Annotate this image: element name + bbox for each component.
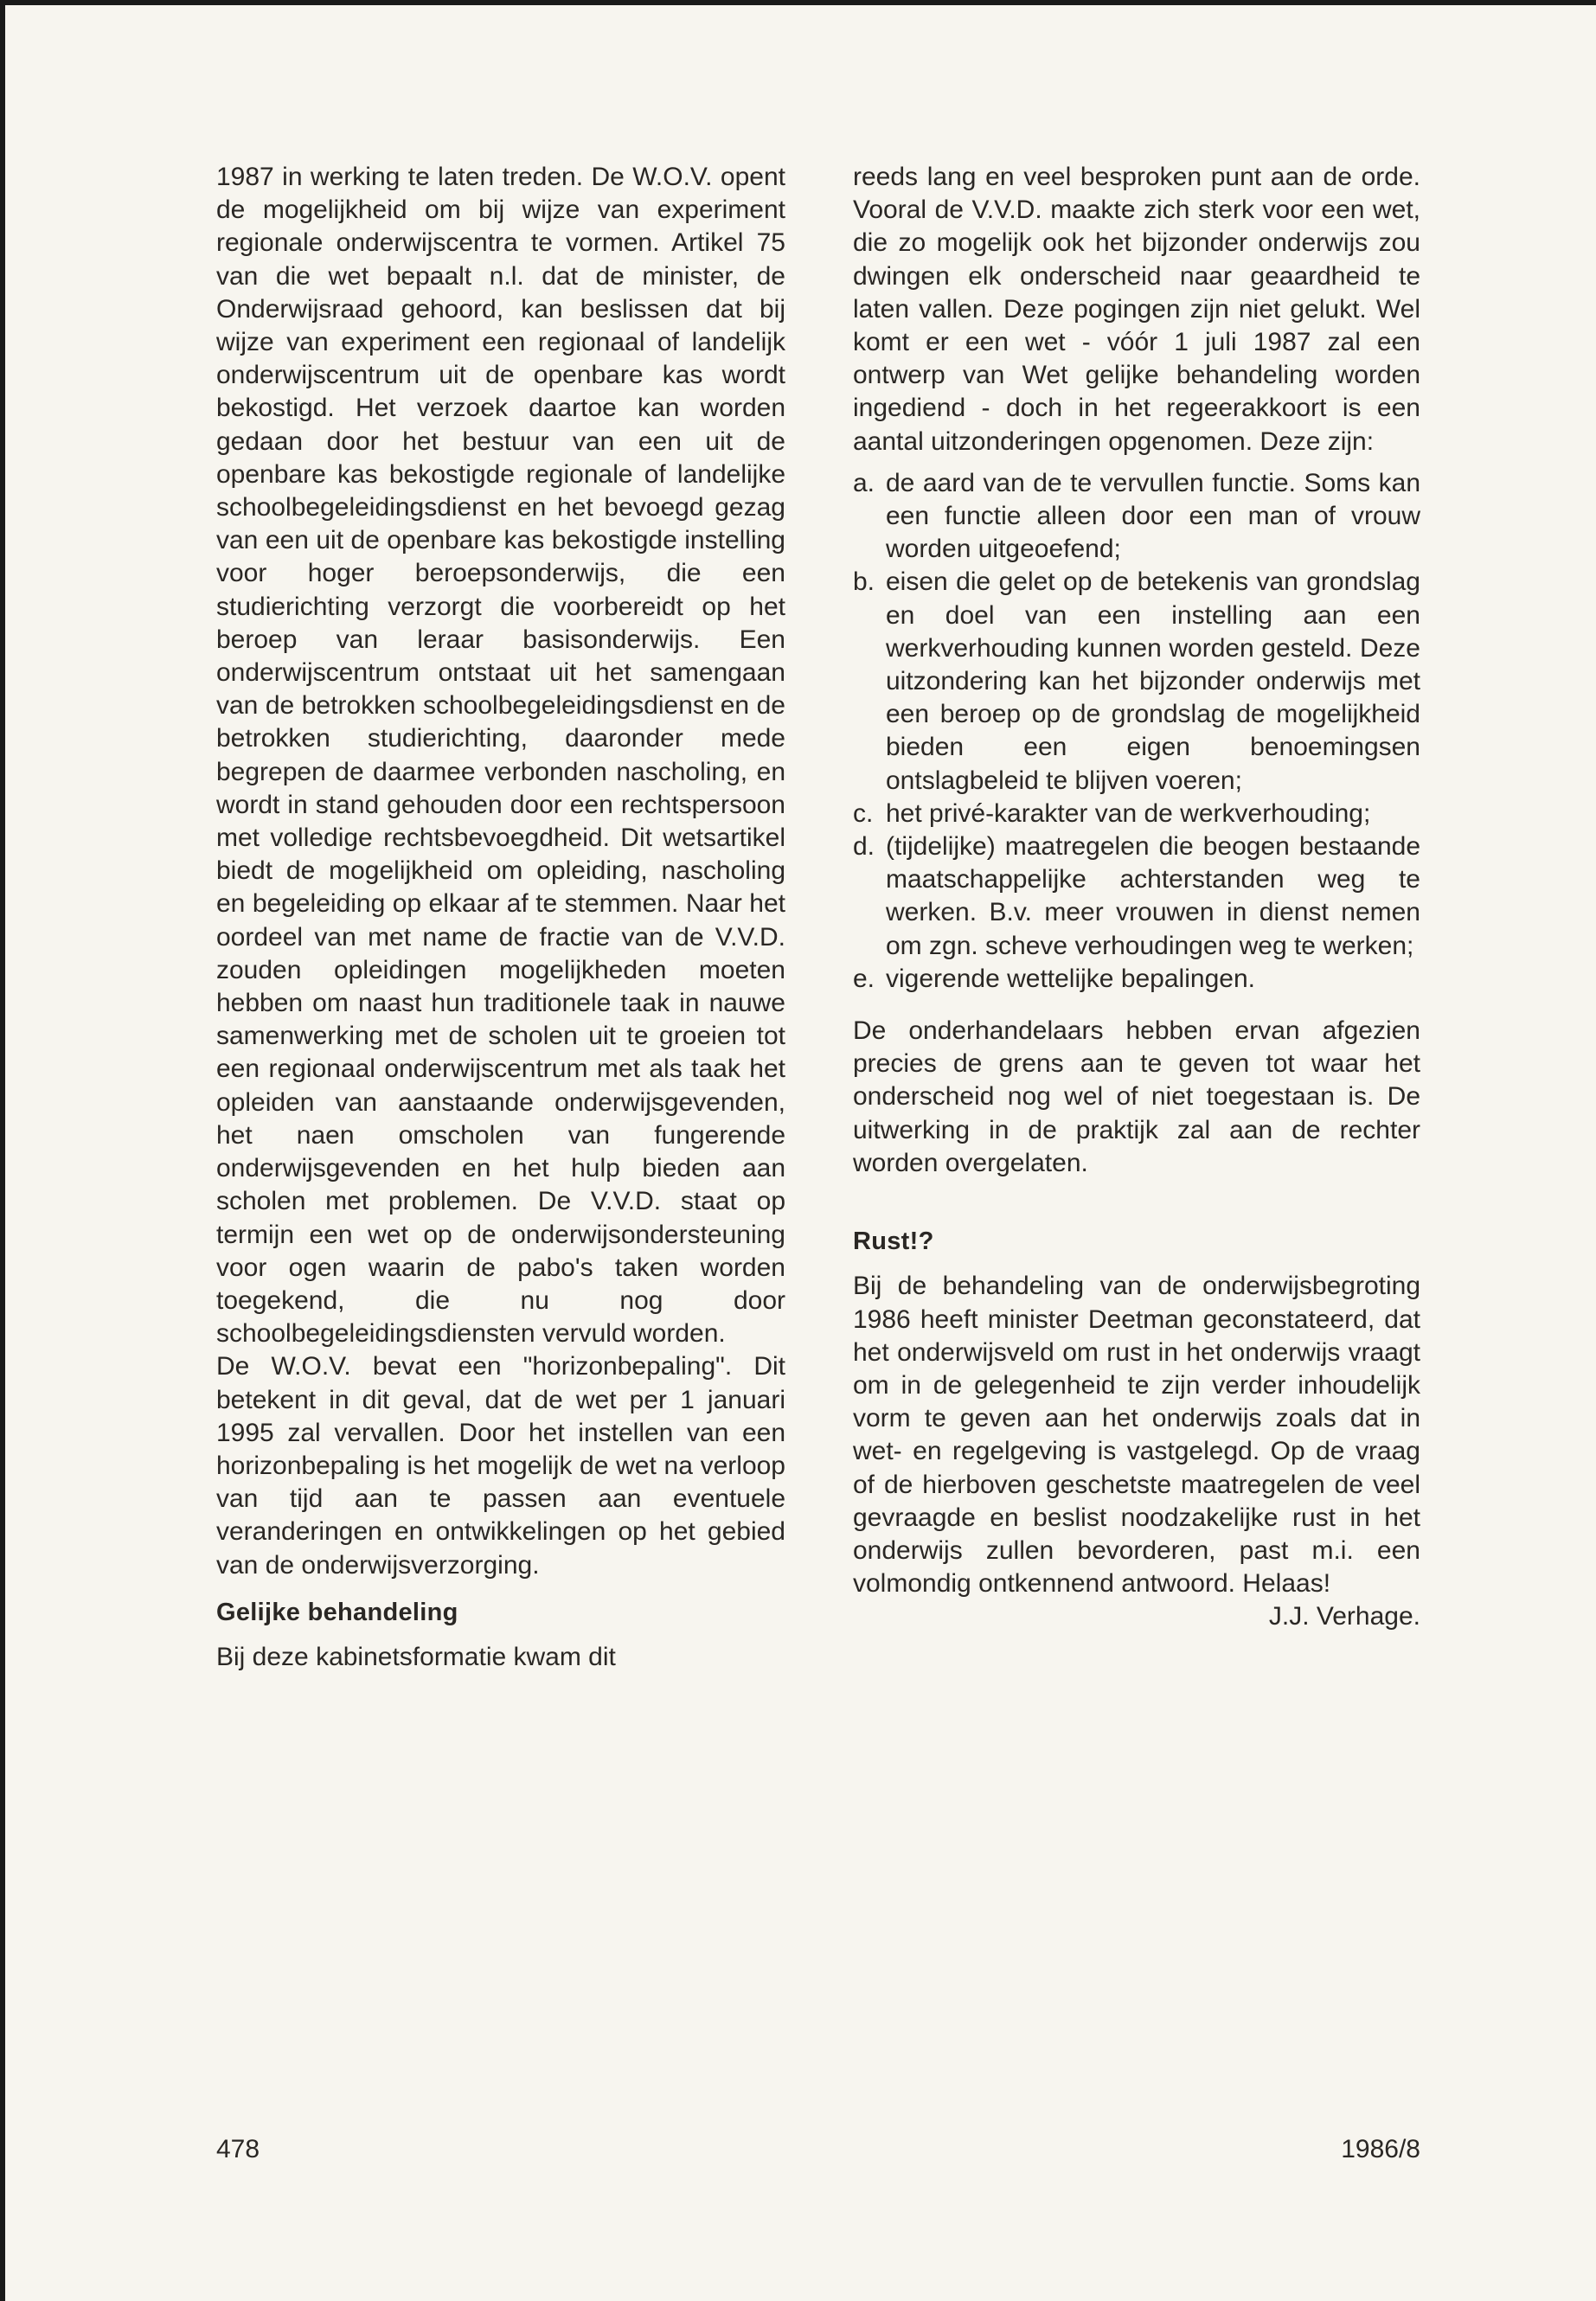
list-item-text: het privé-karakter van de werkverhouding; [886,798,1371,828]
list-item-text: vigerende wettelijke bepalingen. [886,964,1255,993]
list-item-text: de aard van de te vervullen functie. Soms kan een functie alleen door een man of vrouw worden uitgeoefend; [886,468,1420,564]
list-item [853,467,1420,567]
list-item [853,798,1420,830]
list-item-text: (tijdelijke) maatregelen die beogen bestaande maatschappelijke achterstanden weg te werken. B.v. meer vrouwen in dienst nemen om zgn. scheve verhoudingen weg te werken; [886,832,1420,960]
left-paragraph-2: De W.O.V. bevat een "horizonbepaling". Dit betekent in dit geval, dat de wet per 1 januari 1995 zal vervallen. Door het instellen van een horizonbepaling is het mogelijk de wet na verloop van tijd aan te passen aan eventuele veranderingen en ontwikkelingen op het gebied van de onderwijsverzorging. [216,1352,785,1580]
exceptions-list [853,467,1420,996]
list-marker: c. [853,798,874,828]
list-item [853,830,1420,963]
right-paragraph-3: Bij de behandeling van de onderwijsbegroting 1986 heeft minister Deetman geconstateerd, dat het onderwijsveld om rust in het onderwijs vraagt om in de gelegenheid te zijn verder inhoudelijk vorm te geven aan het onderwijs zoals dat in wet- en regelgeving is vastgelegd. Op de vraag of de hierboven geschetste maatregelen de veel gevraagde en beslist noodzakelijke rust in het onderwijs zullen bevorderen, past m.i. een volmondig ontkennend antwoord. Helaas! [853,1272,1420,1599]
section-heading-gelijke-behandeling: Gelijke behandeling [216,1598,458,1626]
left-paragraph-1: 1987 in werking te laten treden. De W.O.V. opent de mogelijkheid om bij wijze van experiment regionale onderwijscentra te vormen. Artikel 75 van die wet bepaalt n.l. dat de minister, de Onderwijsraad gehoord, kan beslissen dat bij wijze van experiment een regionaal of landelijk onderwijscentrum uit de openbare kas wordt bekostigd. Het verzoek daartoe kan worden gedaan door het bestuur van een uit de openbare kas bekostigde regionale of landelijke schoolbegeleidingsdienst en het bevoegd gezag van een uit de openbare kas bekostigde instelling voor hoger beroepsonderwijs, die een studierichting verzorgt die voorbereidt op het beroep van leraar basisonderwijs. Een onderwijscentrum ontstaat uit het samengaan van de betrokken schoolbegeleidingsdienst en de betrokken studierichting, daaronder mede begrepen de daarmee verbonden nascholing, en wordt in stand gehouden door een rechtspersoon met volledige rechtsbevoegdheid. Dit wetsartikel biedt de mogelijkheid om opleiding, nascholing en begeleiding op elkaar af te stemmen. Naar het oordeel van met name de fractie van de V.V.D. zouden opleidingen mogelijkheden moeten hebben om naast hun traditionele taak in nauwe samenwerking met de scholen uit te groeien tot een regionaal onderwijscentrum met als taak het opleiden van aanstaande onderwijsgevenden, het naen omscholen van fungerende onderwijsgevenden en het hulp bieden aan scholen met problemen. De V.V.D. staat op termijn een wet op de onderwijsondersteuning voor ogen waarin de pabo's taken worden toegekend, die nu nog door schoolbegeleidingsdiensten vervuld worden. [216,163,785,1349]
list-item-text: eisen die gelet op de betekenis van grondslag en doel van een instelling aan een werkverhouding kunnen worden gesteld. Deze uitzondering kan het bijzonder onderwijs met een beroep op de grondslag de mogelijkheid bieden een eigen benoemingsen ontslagbeleid te blijven voeren; [886,567,1420,795]
list-item [853,963,1420,996]
left-column [216,161,785,1674]
right-column [853,161,1420,1634]
page-number: 478 [216,2135,260,2163]
issue-number: 1986/8 [1341,2135,1420,2163]
document-page [5,5,1596,2301]
section-heading-rust: Rust!? [853,1227,934,1256]
list-marker: b. [853,567,875,597]
left-paragraph-3: Bij deze kabinetsformatie kwam dit [216,1642,616,1671]
list-item [853,566,1420,797]
list-marker: e. [853,964,875,993]
right-paragraph-2: De onderhandelaars hebben ervan afgezien precies de grens aan te geven tot waar het onderscheid nog wel of niet toegestaan is. De uitwerking in de praktijk zal aan de rechter worden overgelaten. [853,1016,1420,1177]
right-paragraph-1: reeds lang en veel besproken punt aan de orde. Vooral de V.V.D. maakte zich sterk voor een wet, die zo mogelijk ook het bijzonder onderwijs zou dwingen elk onderscheid naar geaardheid te laten vallen. Deze pogingen zijn niet gelukt. Wel komt er een wet - vóór 1 juli 1987 zal een ontwerp van Wet gelijke behandeling worden ingediend - doch in het regeerakkoort is een aantal uitzonderingen opgenomen. Deze zijn: [853,163,1420,456]
list-marker: a. [853,468,875,497]
list-marker: d. [853,832,875,862]
author-signature: J.J. Verhage. [1268,1602,1420,1631]
